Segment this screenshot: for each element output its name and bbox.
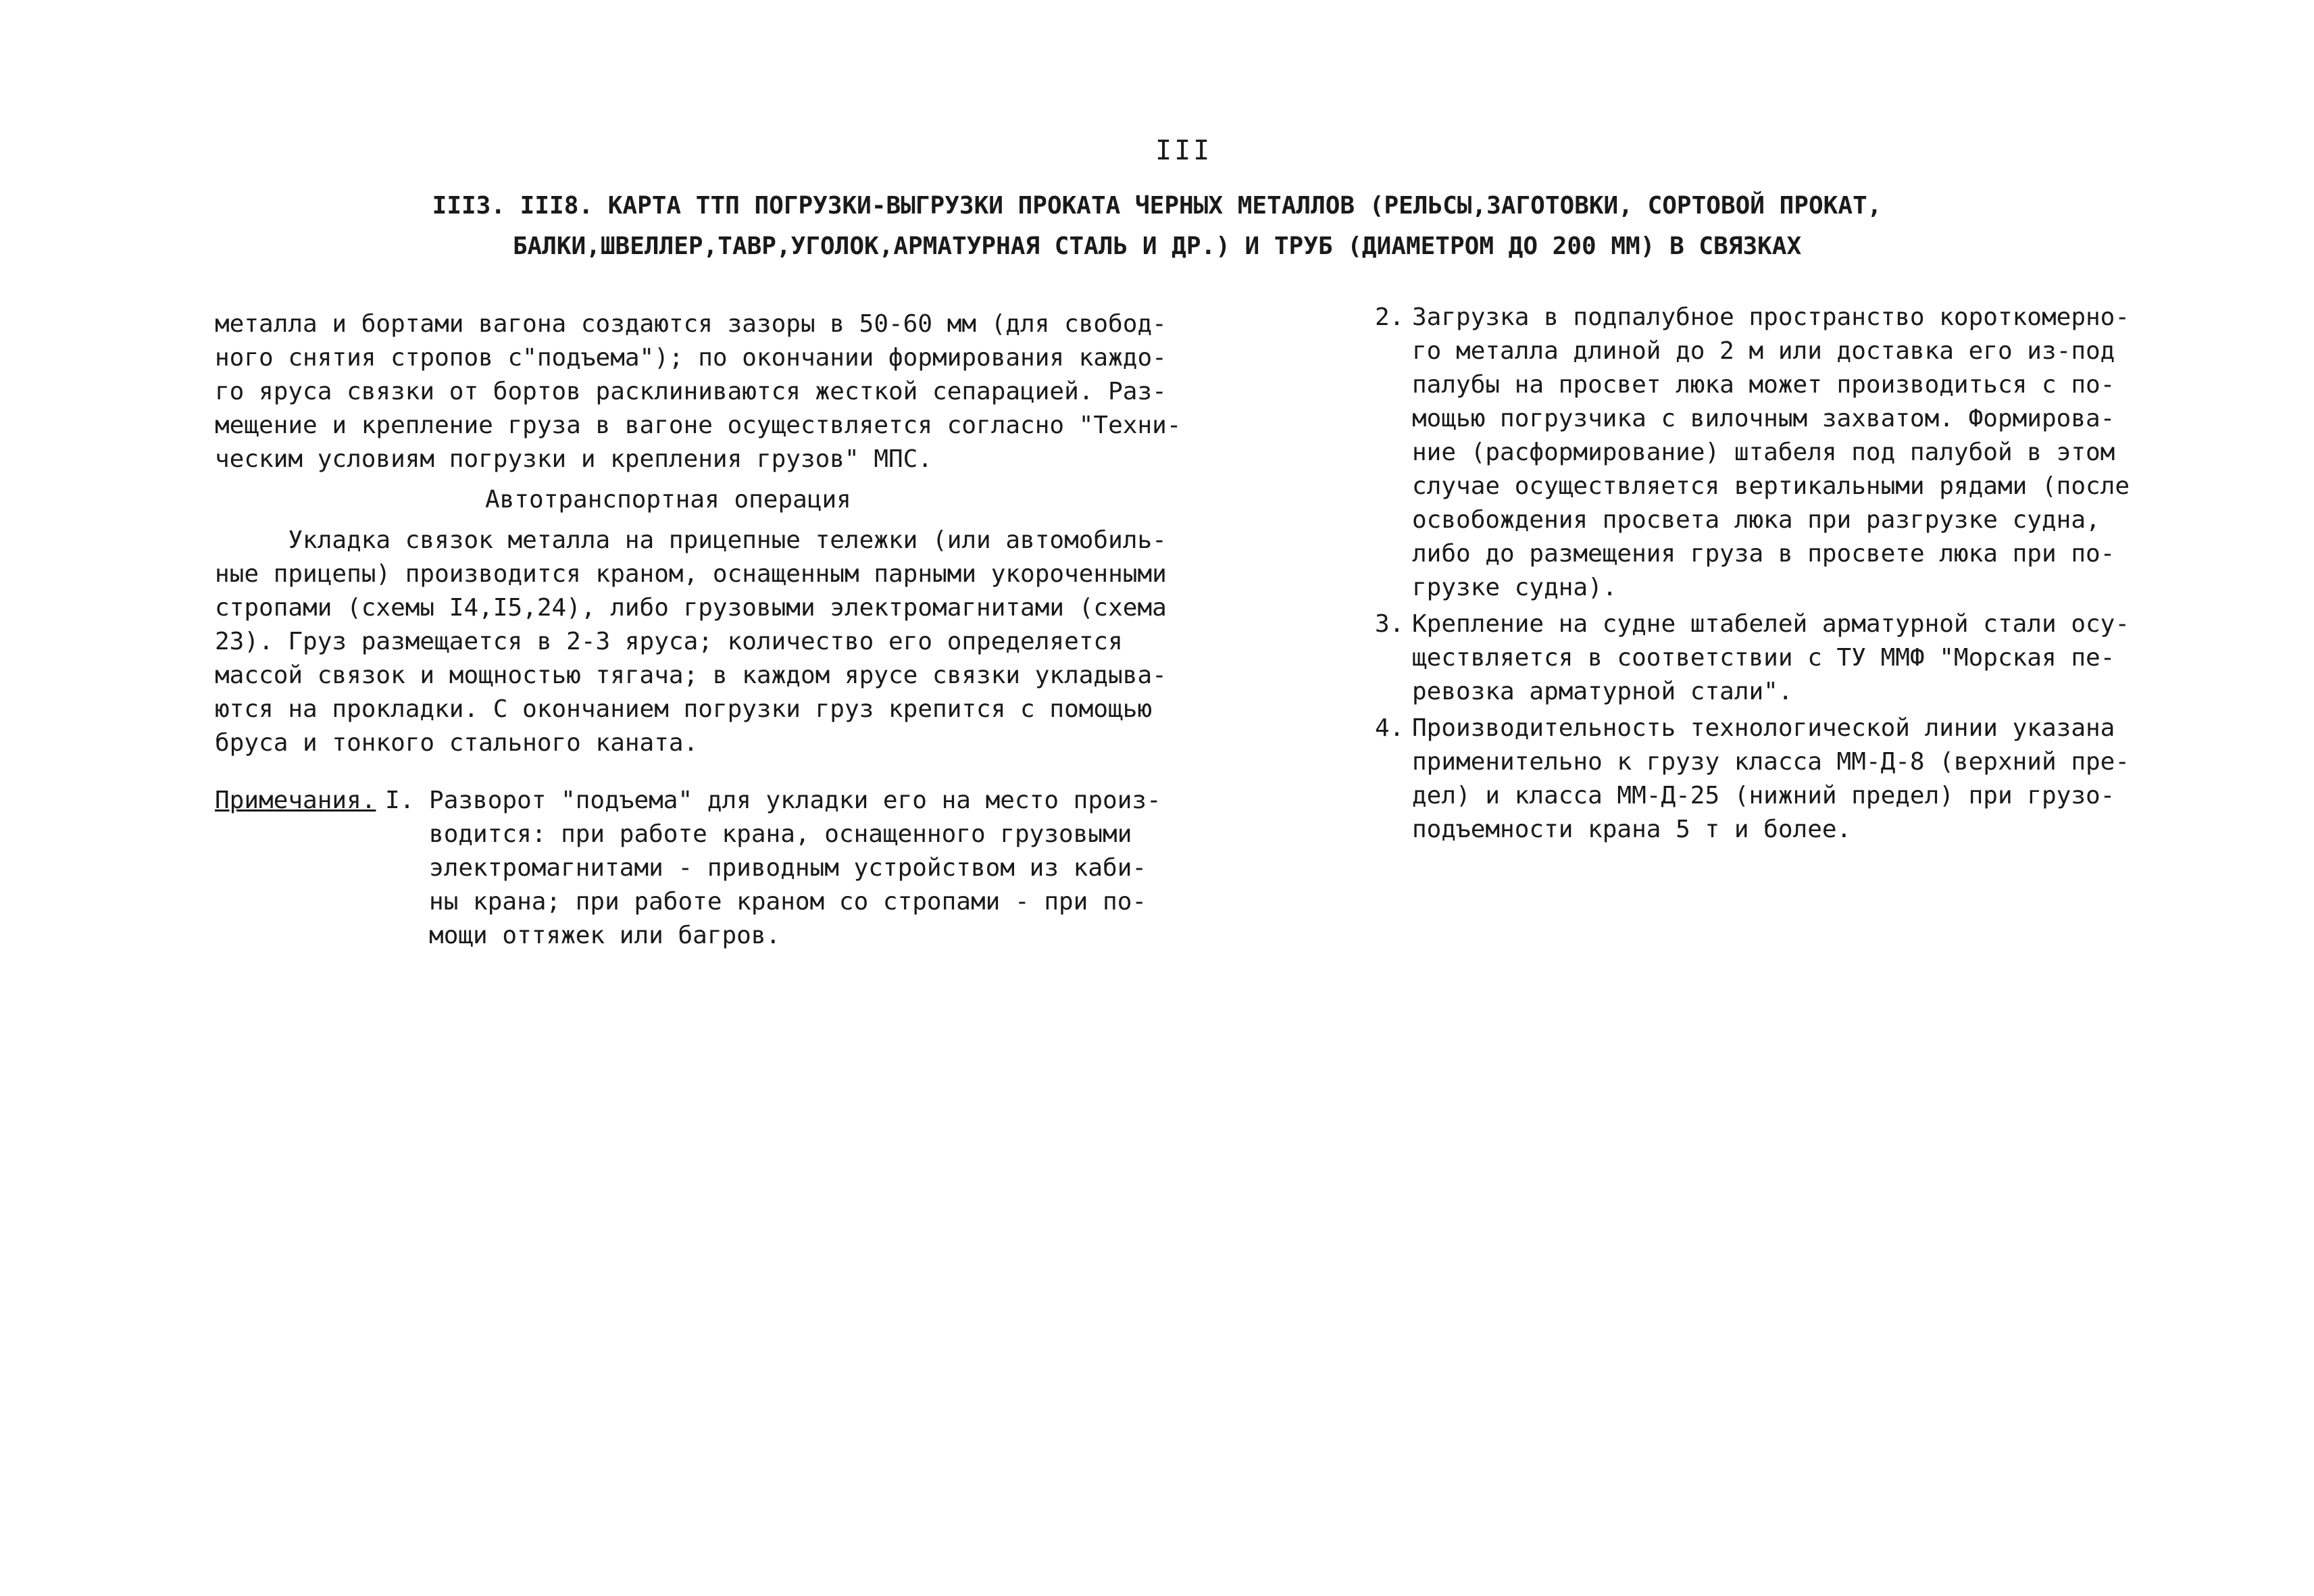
text-line: I. Разворот "подъема" для укладки его на место произ- (385, 787, 1161, 814)
text-line: подъемности крана 5 т и более. (1412, 816, 1852, 843)
notes-label: Примечания. (215, 787, 376, 814)
text-line: мощи оттяжек или багров. (385, 922, 781, 949)
text-line: ние (расформирование) штабеля под палубой в этом (1412, 439, 2115, 466)
text-line: Загрузка в подпалубное пространство короткомерно- (1412, 303, 2130, 331)
text-line: грузке судна). (1412, 574, 1617, 601)
text-line: стропами (схемы I4,I5,24), либо грузовыми электромагнитами (схема (215, 594, 1167, 622)
title-line-2: БАЛКИ,ШВЕЛЛЕР,ТАВР,УГОЛОК,АРМАТУРНАЯ СТАЛЬ И ДР.) И ТРУБ (ДИАМЕТРОМ ДО 200 ММ) В СВЯЗКАХ (512, 232, 1802, 260)
text-line: Крепление на судне штабелей арматурной стали осу- (1412, 610, 2130, 638)
text-line: металла и бортами вагона создаются зазоры в 50-60 мм (для свобод- (215, 310, 1167, 338)
text-line: 23). Груз размещается в 2-3 яруса; количество его определяется (215, 628, 1123, 655)
text-line: случае осуществляется вертикальными рядами (после (1412, 472, 2130, 500)
text-line: ществляется в соответствии с ТУ ММФ "Морская пе- (1412, 644, 2115, 672)
note-item-3 (1375, 607, 2175, 709)
text-line: либо до размещения груза в просвете люка при по- (1412, 540, 2115, 568)
text-line: ного снятия стропов с"подъема"); по окончании формирования каждо- (215, 344, 1167, 372)
note-item-4 (1375, 712, 2175, 847)
text-line: мещение и крепление груза в вагоне осуществляется согласно "Техни- (215, 412, 1182, 439)
section-heading: Автотранспортная операция (485, 486, 851, 514)
text-line: ны крана; при работе краном со стропами - при по- (385, 888, 1147, 916)
truck-paragraph (215, 524, 1167, 760)
text-line: ревозка арматурной стали". (1412, 678, 1793, 705)
rail-paragraph (215, 307, 1182, 476)
right-column (1375, 301, 2175, 849)
text-line: Производительность технологической линии указана (1412, 714, 2115, 742)
left-column (215, 307, 1182, 760)
text-line: электромагнитами - приводным устройством из каби- (385, 854, 1147, 882)
text-line: ные прицепы) производится краном, оснащенным парными укороченными (215, 560, 1167, 588)
text-line: освобождения просвета люка при разгрузке судна, (1412, 506, 2101, 534)
text-line: палубы на просвет люка может производиться с по- (1412, 371, 2115, 399)
text-line: дел) и класса ММ-Д-25 (нижний предел) при грузо- (1412, 782, 2115, 809)
text-line: Укладка связок металла на прицепные тележки (или автомобиль- (215, 526, 1167, 554)
text-line: мощью погрузчика с вилочным захватом. Формирова- (1412, 405, 2115, 432)
page-number: III (1155, 135, 1213, 166)
text-line: применительно к грузу класса ММ-Д-8 (верхний пре- (1412, 748, 2130, 776)
item-number: 3. (1375, 610, 1405, 638)
note-item-1 (385, 784, 1161, 953)
text-line: го металла длиной до 2 м или доставка его из-под (1412, 337, 2115, 365)
item-number: 2. (1375, 303, 1405, 331)
text-line: ческим условиям погрузки и крепления грузов" МПС. (215, 445, 933, 473)
note-item-2 (1375, 301, 2175, 605)
text-line: массой связок и мощностью тягача; в каждом ярусе связки укладыва- (215, 662, 1167, 689)
text-line: бруса и тонкого стального каната. (215, 729, 699, 757)
text-line: ются на прокладки. С окончанием погрузки груз крепится с помощью (215, 695, 1153, 723)
text-line: го яруса связки от бортов расклиниваются жесткой сепарацией. Раз- (215, 378, 1167, 405)
document-title (0, 186, 2314, 267)
text-line: водится: при работе крана, оснащенного грузовыми (385, 820, 1132, 848)
title-line-1: III3. III8. КАРТА ТТП ПОГРУЗКИ-ВЫГРУЗКИ ПРОКАТА ЧЕРНЫХ МЕТАЛЛОВ (РЕЛЬСЫ,ЗАГОТОВКИ, СОРТОВОЙ ПРОКАТ, (432, 192, 1882, 220)
item-number: 4. (1375, 714, 1405, 742)
